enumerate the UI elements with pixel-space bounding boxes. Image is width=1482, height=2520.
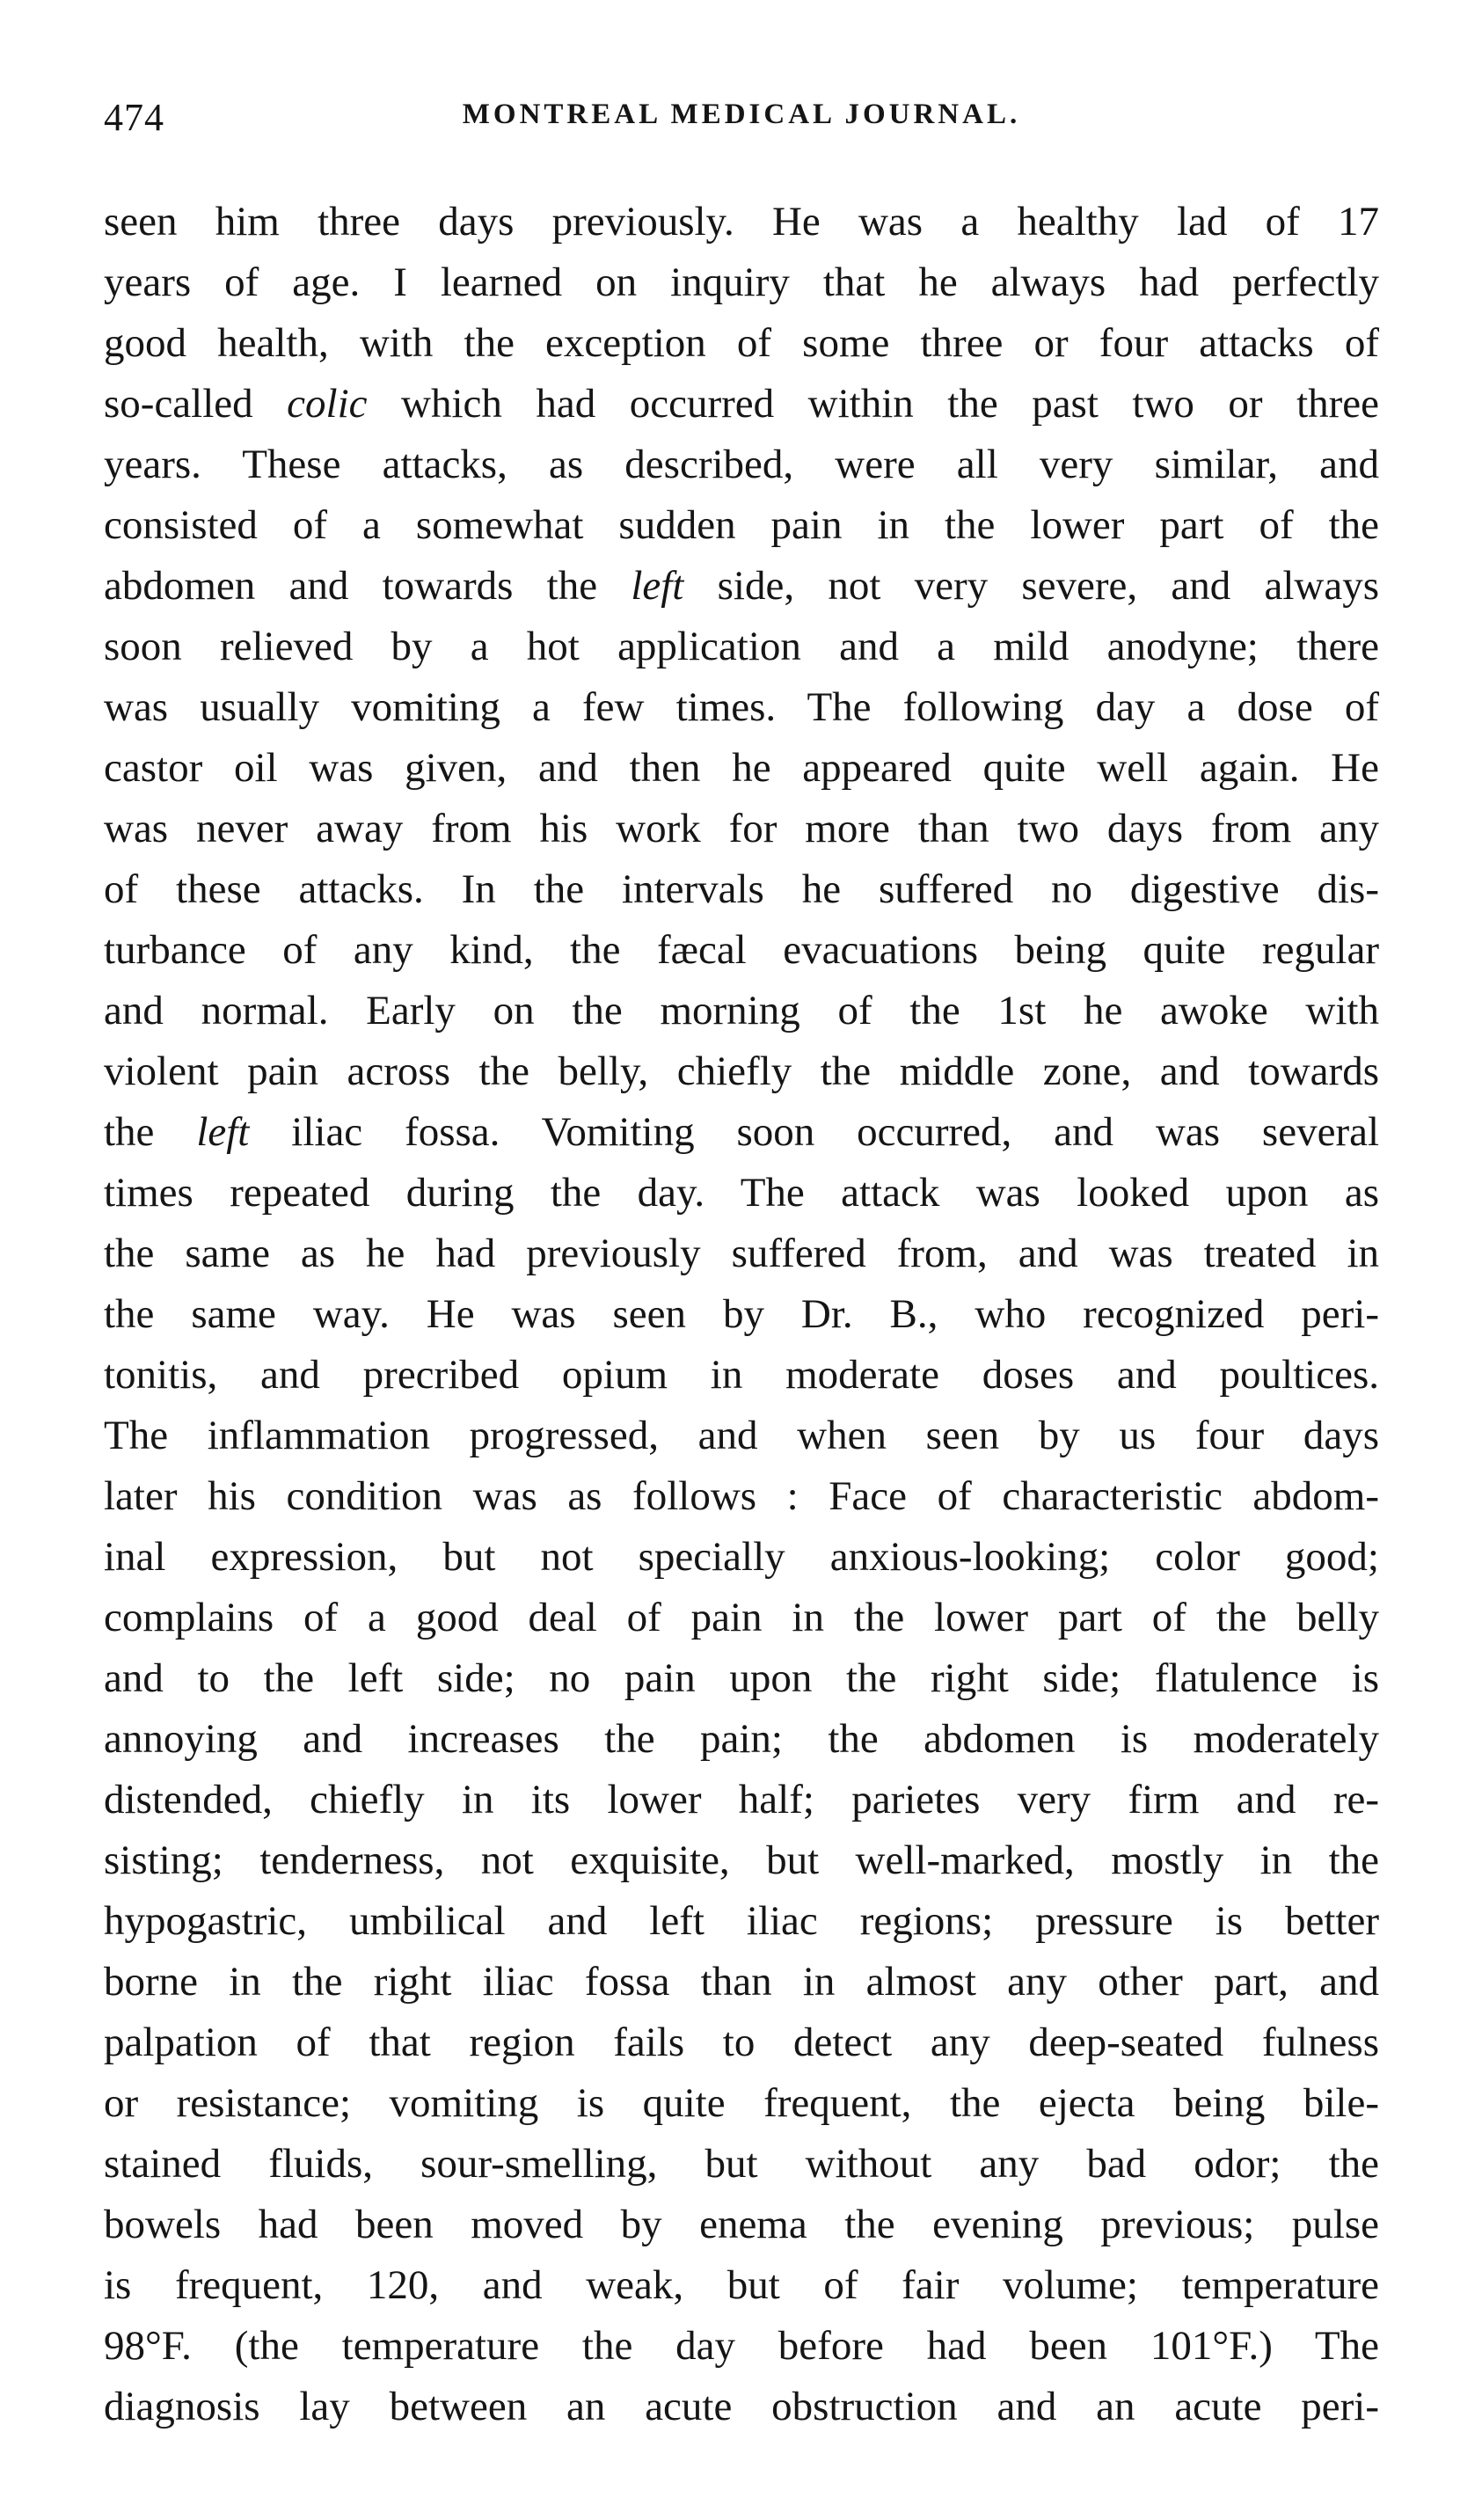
text-line: [104, 1102, 1379, 1163]
text-line: [104, 1527, 1379, 1588]
text-run: and normal. Early on the morning of the 1st he awoke with: [104, 988, 1379, 1034]
italic-word: left: [631, 563, 684, 609]
text-line: [104, 556, 1379, 617]
text-run: bowels had been moved by enema the evening previous; pulse: [104, 2202, 1379, 2247]
text-line: [104, 2316, 1379, 2377]
text-run: side, not very severe, and always: [683, 563, 1379, 609]
text-line: [104, 252, 1379, 313]
text-line: [104, 435, 1379, 495]
text-line: [104, 1709, 1379, 1770]
text-run: the same way. He was seen by Dr. B., who recognized peri-: [104, 1291, 1379, 1337]
text-line: [104, 920, 1379, 981]
text-run: of these attacks. In the intervals he suffered no digestive dis-: [104, 866, 1379, 912]
text-line: [104, 2255, 1379, 2316]
text-run: soon relieved by a hot application and a mild anodyne; there: [104, 624, 1379, 669]
text-line: [104, 374, 1379, 435]
text-run: turbance of any kind, the fæcal evacuations being quite regular: [104, 927, 1379, 973]
text-run: the same as he had previously suffered from, and was treated in: [104, 1231, 1379, 1276]
text-run: was usually vomiting a few times. The following day a dose of: [104, 684, 1379, 730]
text-run: complains of a good deal of pain in the lower part of the belly: [104, 1595, 1379, 1640]
running-head: [104, 95, 1379, 148]
text-line: [104, 1891, 1379, 1952]
text-line: [104, 1223, 1379, 1284]
text-line: [104, 192, 1379, 252]
text-run: castor oil was given, and then he appeared quite well again. He: [104, 745, 1379, 791]
text-run: and to the left side; no pain upon the right side; flatulence is: [104, 1655, 1379, 1701]
text-run: The inflammation progressed, and when seen by us four days: [104, 1413, 1379, 1458]
text-run: the: [104, 1109, 197, 1155]
text-line: [104, 738, 1379, 799]
text-run: is frequent, 120, and weak, but of fair volume; temperature: [104, 2262, 1379, 2308]
text-line: [104, 495, 1379, 556]
text-line: [104, 2195, 1379, 2255]
text-line: [104, 2377, 1379, 2437]
text-run: times repeated during the day. The attack was looked upon as: [104, 1170, 1379, 1216]
body-paragraph: [104, 192, 1379, 2437]
text-run: seen him three days previously. He was a healthy lad of 17: [104, 199, 1379, 245]
text-line: [104, 1830, 1379, 1891]
text-run: borne in the right iliac fossa than in almost any other part, and: [104, 1959, 1379, 2005]
text-run: violent pain across the belly, chiefly the middle zone, and towards: [104, 1048, 1379, 1094]
text-line: [104, 1406, 1379, 1466]
text-run: hypogastric, umbilical and left iliac regions; pressure is better: [104, 1898, 1379, 1944]
text-line: [104, 617, 1379, 677]
text-line: [104, 677, 1379, 738]
text-line: [104, 1284, 1379, 1345]
text-line: [104, 313, 1379, 374]
text-run: so-called: [104, 381, 288, 427]
text-line: [104, 859, 1379, 920]
text-run: iliac fossa. Vomiting soon occurred, and was several: [249, 1109, 1380, 1155]
text-run: tonitis, and precribed opium in moderate doses and poultices.: [104, 1352, 1379, 1398]
italic-word: left: [196, 1109, 250, 1155]
page-number: 474: [104, 96, 164, 139]
text-line: [104, 1345, 1379, 1406]
text-run: inal expression, but not specially anxious-looking; color good;: [104, 1534, 1379, 1580]
text-run: 98°F. (the temperature the day before had been 101°F.) The: [104, 2323, 1379, 2369]
text-line: [104, 1588, 1379, 1648]
text-run: was never away from his work for more than two days from any: [104, 806, 1379, 851]
journal-title: MONTREAL MEDICAL JOURNAL.: [462, 99, 1021, 130]
text-run: distended, chiefly in its lower half; parietes very firm and re-: [104, 1777, 1379, 1822]
text-line: [104, 799, 1379, 859]
text-run: years. These attacks, as described, were all very similar, and: [104, 442, 1379, 487]
text-run: or resistance; vomiting is quite frequent, the ejecta being bile-: [104, 2080, 1379, 2126]
text-line: [104, 1163, 1379, 1223]
text-line: [104, 1466, 1379, 1527]
text-line: [104, 2012, 1379, 2073]
text-line: [104, 981, 1379, 1041]
text-run: later his condition was as follows : Face of characteristic abdom-: [104, 1473, 1379, 1519]
text-run: sisting; tenderness, not exquisite, but well-marked, mostly in the: [104, 1837, 1379, 1883]
text-line: [104, 2073, 1379, 2134]
text-line: [104, 1952, 1379, 2012]
text-line: [104, 1041, 1379, 1102]
text-run: which had occurred within the past two or three: [367, 381, 1380, 427]
text-line: [104, 2134, 1379, 2195]
text-run: abdomen and towards the: [104, 563, 631, 609]
text-run: stained fluids, sour-smelling, but without any bad odor; the: [104, 2141, 1379, 2187]
text-run: years of age. I learned on inquiry that he always had perfectly: [104, 259, 1379, 305]
text-run: consisted of a somewhat sudden pain in the lower part of the: [104, 502, 1379, 548]
text-line: [104, 1770, 1379, 1830]
text-run: diagnosis lay between an acute obstruction and an acute peri-: [104, 2384, 1379, 2429]
text-run: palpation of that region fails to detect any deep-seated fulness: [104, 2020, 1379, 2065]
text-line: [104, 1648, 1379, 1709]
text-run: annoying and increases the pain; the abdomen is moderately: [104, 1716, 1379, 1762]
italic-word: colic: [287, 381, 368, 427]
text-run: good health, with the exception of some three or four attacks of: [104, 320, 1379, 366]
